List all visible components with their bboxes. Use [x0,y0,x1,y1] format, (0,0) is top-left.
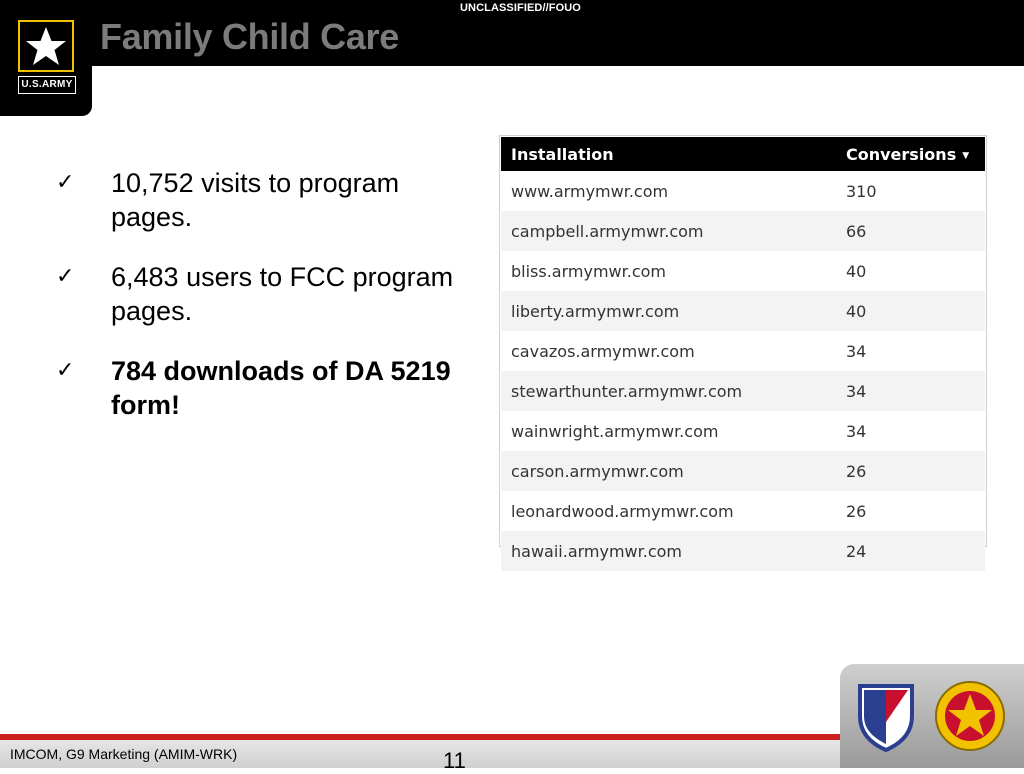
logo-tab [0,0,92,116]
table-row [501,211,985,251]
installation-cell: carson.armymwr.com [511,461,684,481]
conversions-table [501,137,985,571]
bullet-text: 784 downloads of DA 5219 form! [111,356,451,420]
conversions-table-container [499,135,987,561]
conversions-cell: 26 [846,501,867,521]
army-star-frame [18,20,74,72]
conversions-cell: 26 [846,461,867,481]
sort-desc-icon[interactable]: ▼ [962,150,970,161]
installation-cell: bliss.armymwr.com [511,261,666,281]
installation-cell: stewarthunter.armymwr.com [511,381,743,401]
installation-cell: liberty.armymwr.com [511,301,680,321]
conversions-cell: 34 [846,421,867,441]
us-army-wordmark: U.S.ARMY [18,76,76,94]
installation-cell: cavazos.armymwr.com [511,341,695,361]
table-row [501,371,985,411]
conversions-cell: 34 [846,341,867,361]
table-row [501,531,985,571]
installation-cell: www.armymwr.com [511,181,669,201]
army-logo [18,20,74,100]
conversions-cell: 34 [846,381,867,401]
conversions-cell: 40 [846,301,867,321]
insignia-emblem-icon [934,680,1006,752]
column-header-label: Conversions [846,144,957,164]
conversions-cell: 24 [846,541,867,561]
bullet-text: 6,483 users to FCC program pages. [111,262,454,326]
bullet-item [56,354,486,422]
page-title: Family Child Care [100,16,399,57]
table-row [501,451,985,491]
table-header-row [501,137,985,171]
conversions-cell: 310 [846,181,877,201]
shield-icon [856,682,916,754]
column-header-conversions[interactable] [836,137,985,171]
table-row [501,171,985,211]
bullet-item [56,166,486,234]
checkmark-icon: ✓ [56,264,75,289]
installation-cell: leonardwood.armymwr.com [511,501,734,521]
table-row [501,251,985,291]
table-row [501,331,985,371]
bullet-item [56,260,486,328]
installation-cell: campbell.armymwr.com [511,221,704,241]
footer-org-text: IMCOM, G9 Marketing (AMIM-WRK) [10,746,238,762]
classification-banner: UNCLASSIFIED//FOUO [460,2,581,14]
conversions-cell: 66 [846,221,867,241]
table-row [501,491,985,531]
table-row [501,411,985,451]
checkmark-icon: ✓ [56,358,75,383]
table-row [501,291,985,331]
installation-cell: hawaii.armymwr.com [511,541,683,561]
insignia-panel [840,664,1024,768]
bullet-list [56,166,486,448]
bullet-text: 10,752 visits to program pages. [111,168,400,232]
installation-cell: wainwright.armymwr.com [511,421,719,441]
column-header-installation[interactable]: Installation [511,144,614,164]
checkmark-icon: ✓ [56,170,75,195]
page-number: 11 [443,748,466,773]
army-star-icon [20,22,72,70]
conversions-cell: 40 [846,261,867,281]
